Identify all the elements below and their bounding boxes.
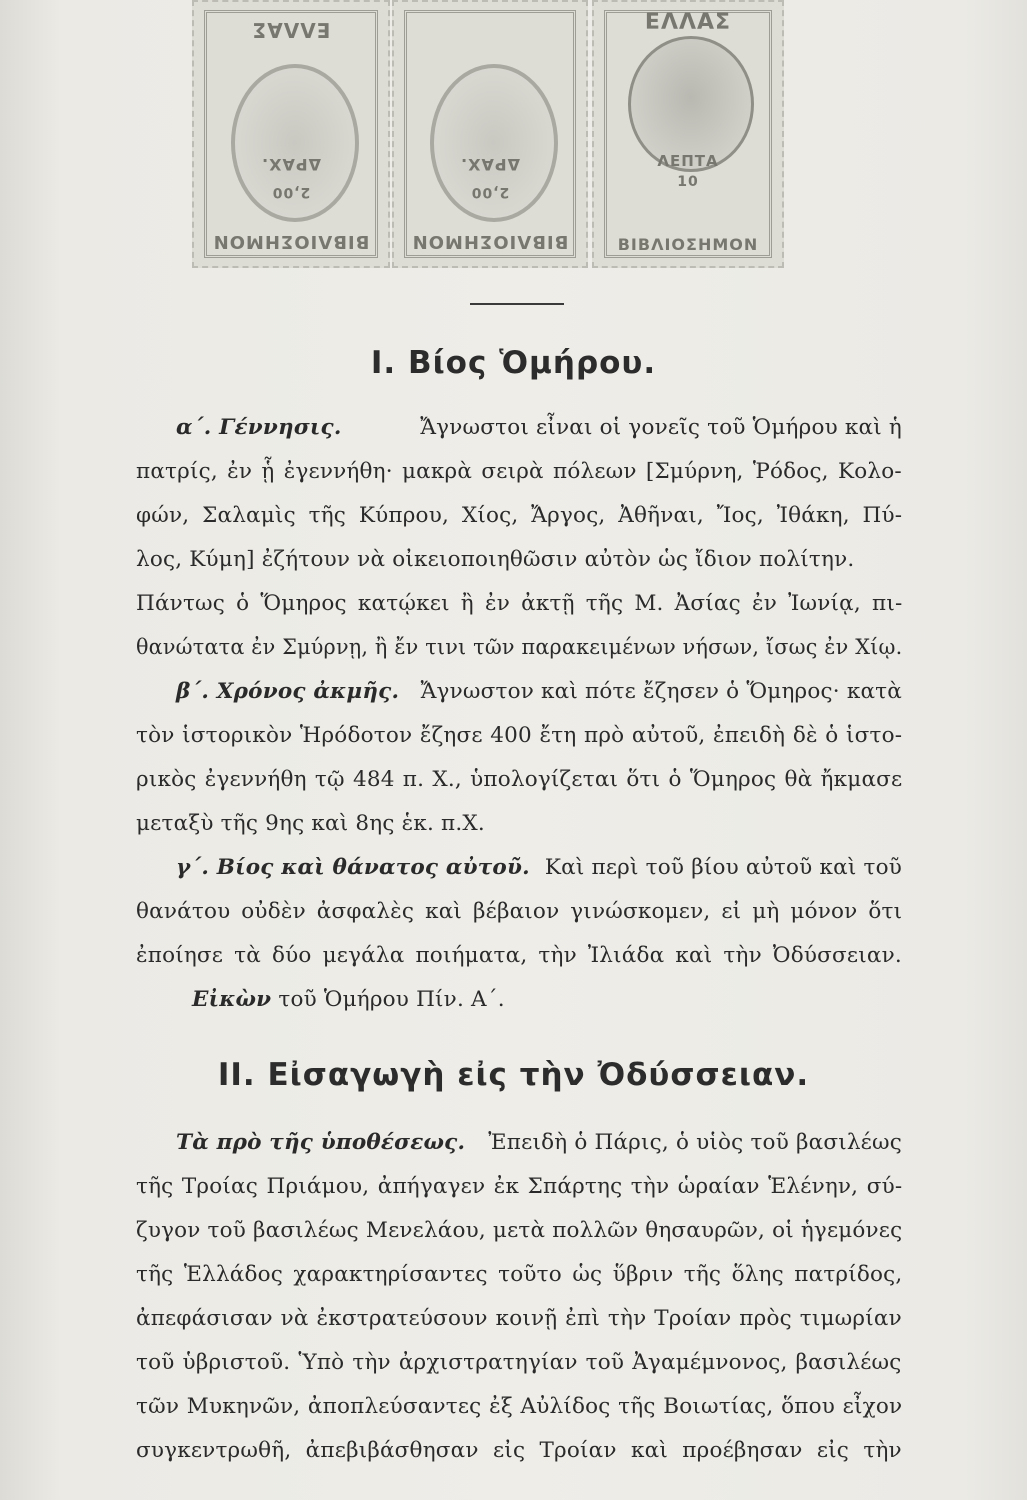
- paragraph-b-line-3: ρικὸς ἐγεννήθη τῷ 484 π. Χ., ὑπολογίζεται ὅτι ὁ Ὅμηρος θὰ ἤκμασε: [136, 767, 903, 792]
- revenue-stamp-2: [392, 0, 588, 268]
- paragraph-d-line-2: τῆς Τροίας Πριάμου, ἀπήγαγεν ἐκ Σπάρτης τὴν ὡραίαν Ἑλένην, σύ-: [136, 1174, 903, 1199]
- paragraph-b-line-4: μεταξὺ τῆς 9ης καὶ 8ης ἑκ. π.Χ.: [136, 811, 485, 836]
- stamp-2-top-text: ΒΙΒΛΙΟΣΗΜΟΝ: [411, 231, 569, 252]
- paragraph-a-label: α΄. Γέννησις.: [176, 415, 342, 440]
- paragraph-d-line-5: ἀπεφάσισαν νὰ ἐκστρατεύσουν κοινῇ ἐπὶ τὴν Τροίαν πρὸς τιμωρίαν: [136, 1306, 902, 1331]
- paragraph-c-line-3: ἐποίησε τὰ δύο μεγάλα ποιήματα, τὴν Ἰλιάδα καὶ τὴν Ὀδύσσειαν.: [136, 943, 902, 968]
- section-1-title: Ι. Βίος Ὁμήρου.: [370, 345, 657, 381]
- stamp-2-currency: ΔΡΑΧ.: [460, 155, 520, 174]
- paragraph-a-text: Ἄγνωστοι εἶναι οἱ γονεῖς τοῦ Ὁμήρου καὶ ἡ: [420, 415, 902, 440]
- paragraph-a-line-4: λος, Κύμη] ἐζήτουν νὰ οἰκειοποιηθῶσιν αὐτὸν ὡς ἴδιον πολίτην.: [136, 547, 855, 572]
- paragraph-d-line-3: ζυγον τοῦ βασιλέως Μενελάου, μετὰ πολλῶν θησαυρῶν, οἱ ἡγεμόνες: [136, 1218, 903, 1243]
- paragraph-d-line-6: τοῦ ὑβριστοῦ. Ὑπὸ τὴν ἀρχιστρατηγίαν τοῦ Ἀγαμέμνονος, βασιλέως: [136, 1350, 902, 1375]
- paragraph-d-text: Ἐπειδὴ ὁ Πάρις, ὁ υἱὸς τοῦ βασιλέως: [488, 1130, 902, 1155]
- paragraph-a-line-5: Πάντως ὁ Ὅμηρος κατῴκει ἢ ἐν ἀκτῇ τῆς Μ. Ἀσίας ἐν Ἰωνίᾳ, πι-: [136, 591, 903, 616]
- paragraph-b-label: β΄. Χρόνος ἀκμῆς.: [176, 679, 400, 704]
- stamp-2-value: 2,00: [470, 184, 510, 200]
- divider: [470, 303, 564, 305]
- image-note-text: τοῦ Ὁμήρου Πίν. Α΄.: [278, 987, 505, 1012]
- stamp-3-top-text: ΕΛΛΑΣ: [644, 10, 732, 35]
- paragraph-b-text: Ἄγνωστον καὶ πότε ἔζησεν ὁ Ὅμηρος· κατὰ: [420, 679, 902, 704]
- paragraph-d-line-8: συγκεντρωθῆ, ἀπεβιβάσθησαν εἰς Τροίαν καὶ προέβησαν εἰς τὴν: [136, 1438, 902, 1463]
- paragraph-d-line-1: [176, 1130, 902, 1155]
- revenue-stamp-3: [592, 0, 784, 268]
- stamp-1-bottom-text: ΕΛΛΑΣ: [251, 18, 331, 42]
- paragraph-a-line-6: θανώτατα ἐν Σμύρνῃ, ἢ ἔν τινι τῶν παρακειμένων νήσων, ἴσως ἐν Χίῳ.: [136, 635, 903, 660]
- paragraph-b-line-2: τὸν ἱστορικὸν Ἡρόδοτον ἔζησε 400 ἔτη πρὸ αὐτοῦ, ἐπειδὴ δὲ ὁ ἱστο-: [136, 723, 903, 748]
- revenue-stamps: [192, 0, 792, 278]
- paragraph-b-line-1: [176, 679, 902, 704]
- paragraph-a-line-3: φών, Σαλαμὶς τῆς Κύπρου, Χίος, Ἄργος, Ἀθῆναι, Ἴος, Ἰθάκη, Πύ-: [136, 503, 903, 528]
- paragraph-c-line-1: [176, 855, 902, 880]
- paragraph-a-line-1: [176, 415, 902, 440]
- stamp-3-value: 10: [677, 174, 699, 190]
- image-note: [192, 987, 505, 1012]
- section-2-title: ΙΙ. Εἰσαγωγὴ εἰς τὴν Ὀδύσσειαν.: [217, 1057, 810, 1093]
- paragraph-c-line-2: θανάτου οὐδὲν ἀσφαλὲς καὶ βέβαιον γινώσκομεν, εἰ μὴ μόνον ὅτι: [136, 899, 903, 924]
- image-note-label: Εἰκὼν: [192, 987, 272, 1012]
- paragraph-d-line-7: τῶν Μυκηνῶν, ἀποπλεύσαντες ἐξ Αὐλίδος τῆς Βοιωτίας, ὅπου εἶχον: [136, 1394, 903, 1419]
- paragraph-d-label: Τὰ πρὸ τῆς ὑποθέσεως.: [176, 1130, 466, 1155]
- stamp-1-currency: ΔΡΑΧ.: [261, 155, 321, 174]
- paragraph-a-line-2: πατρίς, ἐν ᾗ ἐγεννήθη· μακρὰ σειρὰ πόλεων [Σμύρνη, Ῥόδος, Κολο-: [136, 459, 902, 484]
- stamp-3-bottom-text: ΒΙΒΛΙΟΣΗΜΟΝ: [617, 235, 759, 254]
- revenue-stamp-1: [192, 0, 390, 268]
- stamp-1-top-text: ΒΙΒΛΙΟΣΗΜΟΝ: [212, 231, 370, 252]
- paragraph-c-label: γ΄. Βίος καὶ θάνατος αὐτοῦ.: [176, 855, 530, 880]
- paragraph-c-text: Καὶ περὶ τοῦ βίου αὐτοῦ καὶ τοῦ: [544, 855, 902, 880]
- paragraph-d-line-4: τῆς Ἑλλάδος χαρακτηρίσαντες τοῦτο ὡς ὕβριν τῆς ὅλης πατρίδος,: [136, 1262, 903, 1287]
- stamp-3-denomination: ΛΕΠΤΑ: [657, 152, 719, 170]
- stamp-1-value: 2,00: [271, 184, 311, 200]
